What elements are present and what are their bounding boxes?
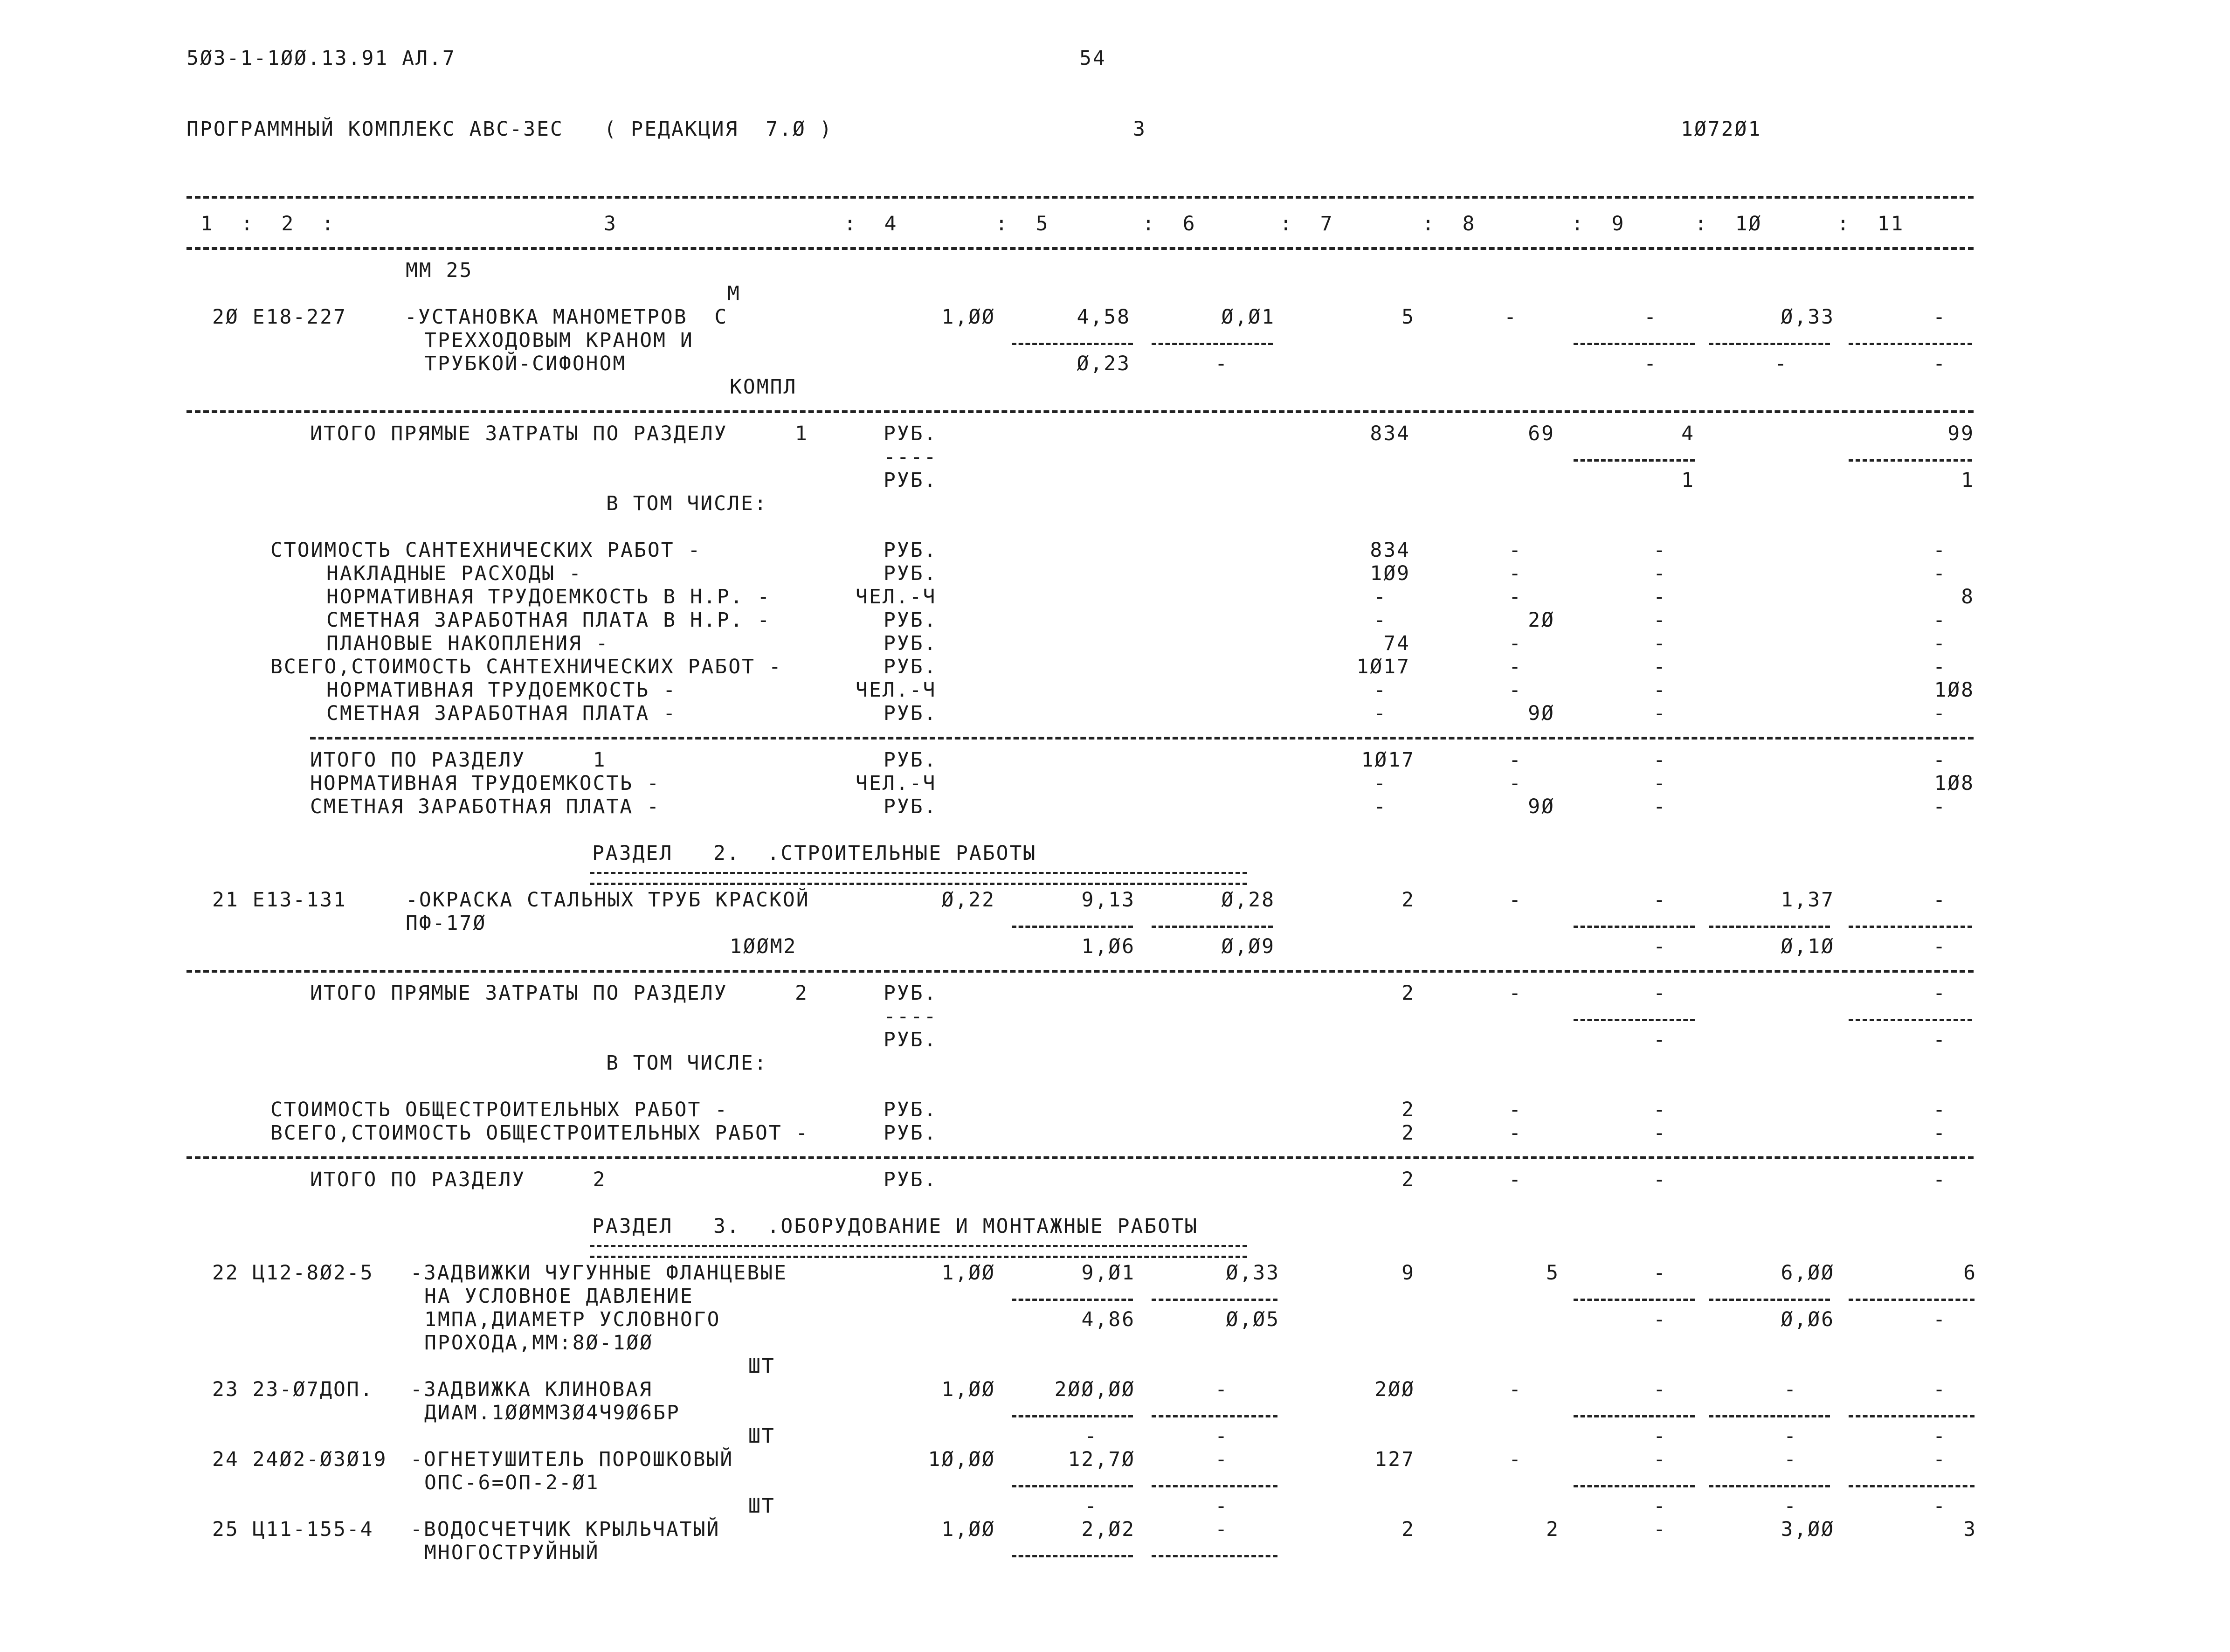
table-cell-text: РАЗДЕЛ 2. .СТРОИТЕЛЬНЫЕ РАБОТЫ [592,842,1037,865]
table-cell-value: - [1653,1308,1667,1331]
value-underline [1709,1415,1830,1417]
document-code: 5Ø3-1-1ØØ.13.91 АЛ.7 [186,47,456,70]
table-cell-value: - [1374,702,1387,725]
table-cell-text: 1МПА,ДИАМЕТР УСЛОВНОГО [424,1308,721,1331]
table-cell-value: 1,ØØ [941,1378,995,1401]
col-header-5: : 5 [995,212,1049,235]
value-underline [1574,343,1695,345]
table-cell-value: 1Ø17 [1361,748,1415,772]
table-cell-value: - [1653,795,1667,818]
table-cell-value: - [1933,982,1947,1005]
table-cell-value: Ø,33 [1781,305,1835,329]
value-underline [1709,1485,1830,1487]
col-header-1-2: 1 : 2 : [200,212,335,235]
value-underline [1849,1485,1975,1487]
table-cell-text: МНОГОСТРУЙНЫЙ [424,1541,600,1564]
table-cell-value: - [1933,608,1947,632]
col-header-3: 3 [604,212,617,235]
table-cell-text: ОПС-6=ОП-2-Ø1 [424,1471,600,1494]
table-cell-value: - [1653,608,1667,632]
col-header-7: : 7 [1280,212,1334,235]
table-cell-text: ЧЕЛ.-Ч [856,772,937,795]
table-cell-value: 2 [1402,1168,1415,1191]
table-cell-value: - [1933,1378,1947,1401]
table-cell-value: - [1653,1424,1667,1448]
table-cell-text: РУБ. [884,982,938,1005]
table-cell-value: - [1653,935,1667,958]
table-cell-text: РУБ. [884,562,938,585]
table-cell-text: РУБ. [884,539,938,562]
col-header-9: : 9 [1571,212,1625,235]
table-cell-value: 3,ØØ [1781,1518,1835,1541]
table-cell-value: - [1653,1378,1667,1401]
table-cell-value: 6,ØØ [1781,1261,1835,1285]
table-cell-value: 2 [1402,1121,1415,1145]
table-cell-text: СМЕТНАЯ ЗАРАБОТНАЯ ПЛАТА - [310,795,661,818]
value-underline [1012,1485,1133,1487]
section-rule [186,970,1974,973]
table-cell-text: 22 Ц12-8Ø2-5 [212,1261,374,1285]
table-cell-value: 1Ø,ØØ [928,1448,995,1471]
table-cell-value: - [1374,585,1387,608]
table-cell-value: 74 [1383,632,1410,655]
table-cell-value: - [1774,352,1788,375]
table-cell-value: - [1933,1424,1947,1448]
table-cell-text: ИТОГО ПРЯМЫЕ ЗАТРАТЫ ПО РАЗДЕЛУ 1 [310,422,808,445]
table-cell-value: - [1933,1028,1947,1051]
table-cell-text: ПЛАНОВЫЕ НАКОПЛЕНИЯ - [326,632,609,655]
value-underline [1152,1415,1277,1417]
value-underline [1709,343,1830,345]
table-cell-value: 8 [1961,585,1975,608]
value-underline [1574,1299,1695,1301]
table-cell-text: РУБ. [884,1168,938,1191]
table-cell-text: ИТОГО ПРЯМЫЕ ЗАТРАТЫ ПО РАЗДЕЛУ 2 [310,982,808,1005]
table-cell-value: 9,Ø1 [1081,1261,1135,1285]
page-number: 54 [1079,47,1106,70]
table-cell-value: - [1653,655,1667,678]
table-cell-value: - [1653,982,1667,1005]
value-underline [1849,459,1972,462]
col-header-10: : 1Ø [1695,212,1762,235]
table-cell-value: - [1215,352,1229,375]
table-cell-value: - [1933,1121,1947,1145]
table-cell-value: - [1933,305,1947,329]
table-cell-value: - [1374,772,1387,795]
value-underline [1849,926,1972,928]
value-underline [1709,1299,1830,1301]
table-cell-value: Ø,22 [941,888,995,912]
table-cell-text: 2Ø Е18-227 [212,305,347,329]
section-rule [186,410,1974,413]
table-cell-text: НА УСЛОВНОЕ ДАВЛЕНИЕ [424,1285,694,1308]
table-cell-text: НОРМАТИВНАЯ ТРУДОЕМКОСТЬ - [310,772,661,795]
table-cell-value: 834 [1370,422,1410,445]
table-cell-value: 1 [1681,469,1695,492]
table-cell-value: - [1933,935,1947,958]
table-cell-value: - [1509,632,1522,655]
table-cell-value: 6 [1963,1261,1977,1285]
table-cell-value: Ø,33 [1226,1261,1280,1285]
table-cell-value: 2 [1402,888,1415,912]
table-cell-value: - [1653,632,1667,655]
table-cell-value: - [1374,678,1387,702]
table-cell-text: СМЕТНАЯ ЗАРАБОТНАЯ ПЛАТА В Н.Р. - [326,608,771,632]
table-cell-text: -ОГНЕТУШИТЕЛЬ ПОРОШКОВЫЙ [410,1448,734,1471]
table-cell-value: - [1374,795,1387,818]
table-cell-text: -ВОДОСЧЕТЧИК КРЫЛЬЧАТЫЙ [410,1518,720,1541]
table-cell-value: - [1653,748,1667,772]
table-cell-value: - [1653,1121,1667,1145]
value-underline [1012,1555,1133,1557]
table-cell-text: СМЕТНАЯ ЗАРАБОТНАЯ ПЛАТА - [326,702,677,725]
table-cell-value: - [1784,1494,1797,1518]
table-cell-value: Ø,Ø5 [1226,1308,1280,1331]
table-cell-value: 9Ø [1528,702,1555,725]
header-bottom-rule [186,247,1974,250]
table-cell-value: 2 [1402,982,1415,1005]
table-cell-text: РУБ. [884,655,938,678]
table-cell-value: 1Ø17 [1356,655,1410,678]
table-cell-value: - [1509,1098,1522,1121]
table-cell-value: - [1933,562,1947,585]
table-cell-value: 5 [1402,305,1415,329]
value-underline [1574,926,1695,928]
col-header-6: : 6 [1142,212,1196,235]
program-title: ПРОГРАММНЫЙ КОМПЛЕКС АВС-3ЕС ( РЕДАКЦИЯ 7.Ø ) [186,118,833,141]
table-cell-value: 4,58 [1077,305,1131,329]
table-cell-value: Ø,Ø9 [1221,935,1275,958]
table-cell-value: - [1933,748,1947,772]
table-cell-value: 1,37 [1781,888,1835,912]
table-cell-value: Ø,1Ø [1781,935,1835,958]
table-cell-value: - [1509,982,1522,1005]
table-cell-text: -ОКРАСКА СТАЛЬНЫХ ТРУБ КРАСКОЙ [406,888,810,912]
value-underline [1152,1299,1277,1301]
table-cell-value: - [1933,702,1947,725]
table-cell-text: РУБ. [884,422,938,445]
table-cell-value: - [1653,1261,1667,1285]
table-cell-value: 127 [1374,1448,1415,1471]
table-cell-text: ТРУБКОЙ-СИФОНОМ [424,352,627,375]
table-cell-value: - [1509,562,1522,585]
table-cell-text: НОРМАТИВНАЯ ТРУДОЕМКОСТЬ - [326,678,677,702]
table-cell-value: - [1933,1168,1947,1191]
table-cell-text: ВСЕГО,СТОИМОСТЬ ОБЩЕСТРОИТЕЛЬНЫХ РАБОТ - [270,1121,809,1145]
table-cell-value: - [1084,1494,1098,1518]
table-cell-value: - [1933,1494,1947,1518]
table-cell-value: - [1509,1378,1522,1401]
value-underline [1574,1415,1695,1417]
value-underline [1574,1485,1695,1487]
section-rule [310,737,1974,740]
table-cell-text: В ТОМ ЧИСЛЕ: [606,492,768,515]
table-cell-text: М [727,282,741,305]
table-cell-value: - [1215,1424,1229,1448]
table-cell-text: РУБ. [884,1028,938,1051]
table-cell-text: РУБ. [884,1121,938,1145]
table-cell-value: 2ØØ,ØØ [1054,1378,1135,1401]
table-cell-value: 3 [1963,1518,1977,1541]
table-cell-value: - [1653,1098,1667,1121]
value-underline [1574,459,1695,462]
table-cell-text: СТОИМОСТЬ ОБЩЕСТРОИТЕЛЬНЫХ РАБОТ - [270,1098,729,1121]
table-cell-value: Ø,23 [1077,352,1131,375]
value-underline [1849,1019,1972,1021]
table-cell-value: - [1784,1378,1797,1401]
table-cell-text: РУБ. [884,1098,938,1121]
table-cell-text: -ЗАДВИЖКА КЛИНОВАЯ [410,1378,653,1401]
table-cell-text: ПРОХОДА,ММ:8Ø-1ØØ [424,1331,654,1355]
table-cell-value: 69 [1528,422,1555,445]
value-underline [1152,343,1273,345]
table-cell-value: 1,Ø6 [1081,935,1135,958]
header-top-rule [186,196,1974,199]
section-2-underline [590,872,1247,885]
table-cell-value: - [1933,1308,1947,1331]
table-cell-value: - [1653,1518,1667,1541]
table-cell-value: - [1509,1121,1522,1145]
value-underline [1574,1019,1695,1021]
table-cell-text: РУБ. [884,702,938,725]
table-cell-text: ШТ [748,1494,775,1518]
col-header-11: : 11 [1837,212,1905,235]
table-cell-text: 21 Е13-131 [212,888,347,912]
section-3-underline [590,1245,1247,1258]
col-header-4: : 4 [844,212,898,235]
table-cell-value: 5 [1546,1261,1560,1285]
table-cell-text: ММ 25 [406,259,473,282]
table-cell-value: - [1374,608,1387,632]
table-cell-value: - [1653,539,1667,562]
table-cell-value: - [1215,1448,1229,1471]
table-cell-value: - [1653,1028,1667,1051]
table-cell-value: - [1509,678,1522,702]
form-code: 1Ø72Ø1 [1681,118,1762,141]
table-cell-value: - [1653,702,1667,725]
table-cell-text: РАЗДЕЛ 3. .ОБОРУДОВАНИЕ И МОНТАЖНЫЕ РАБОТЫ [592,1215,1198,1238]
table-cell-value: - [1653,562,1667,585]
table-cell-value: - [1784,1424,1797,1448]
table-cell-value: - [1215,1518,1229,1541]
table-cell-value: 2Ø [1528,608,1555,632]
table-cell-text: ЧЕЛ.-Ч [856,585,937,608]
table-cell-text: РУБ. [884,469,938,492]
table-cell-value: - [1509,655,1522,678]
value-underline [1152,1555,1277,1557]
table-cell-value: - [1509,888,1522,912]
sheet-number: 3 [1133,118,1146,141]
table-cell-value: 9 [1402,1261,1415,1285]
table-cell-text: 24 24Ø2-Ø3Ø19 [212,1448,387,1471]
value-underline [1012,926,1133,928]
table-cell-text: ШТ [748,1355,775,1378]
table-cell-value: 1Ø8 [1934,772,1975,795]
table-cell-text: 25 Ц11-155-4 [212,1518,374,1541]
table-cell-text: 23 23-Ø7ДОП. [212,1378,374,1401]
table-cell-value: - [1933,1448,1947,1471]
table-cell-value: - [1509,539,1522,562]
table-cell-value: - [1509,748,1522,772]
table-cell-value: 2 [1402,1098,1415,1121]
value-underline [1012,1299,1133,1301]
table-cell-value: 1Ø9 [1370,562,1410,585]
value-underline [1709,926,1830,928]
table-cell-text: ИТОГО ПО РАЗДЕЛУ 1 [310,748,607,772]
table-cell-text: В ТОМ ЧИСЛЕ: [606,1051,768,1075]
table-cell-value: 2,Ø2 [1081,1518,1135,1541]
value-underline [1849,1415,1975,1417]
table-cell-text: РУБ. [884,748,938,772]
table-cell-text: КОМПЛ [730,375,797,399]
table-cell-text: ЧЕЛ.-Ч [856,678,937,702]
table-cell-text: ПФ-17Ø [406,912,487,935]
table-cell-text: -УСТАНОВКА МАНОМЕТРОВ С [405,305,728,329]
table-cell-value: - [1215,1378,1229,1401]
table-cell-text: СТОИМОСТЬ САНТЕХНИЧЕСКИХ РАБОТ - [270,539,702,562]
table-cell-value: Ø,28 [1221,888,1275,912]
table-cell-text: ВСЕГО,СТОИМОСТЬ САНТЕХНИЧЕСКИХ РАБОТ - [270,655,782,678]
table-cell-value: - [1644,305,1657,329]
table-cell-text: -ЗАДВИЖКИ ЧУГУННЫЕ ФЛАНЦЕВЫЕ [410,1261,787,1285]
table-cell-value: 4,86 [1081,1308,1135,1331]
table-cell-value: - [1509,772,1522,795]
table-cell-value: - [1653,772,1667,795]
table-cell-value: 1,ØØ [941,1518,995,1541]
table-cell-value: 99 [1947,422,1975,445]
table-cell-value: - [1933,655,1947,678]
table-cell-value: - [1215,1494,1229,1518]
table-cell-value: - [1504,305,1518,329]
table-cell-value: - [1933,352,1947,375]
table-cell-value: 9,13 [1081,888,1135,912]
table-cell-value: - [1653,678,1667,702]
value-underline [1849,1299,1975,1301]
table-cell-value: - [1509,585,1522,608]
table-cell-value: - [1644,352,1657,375]
table-cell-value: - [1653,585,1667,608]
table-cell-value: 1Ø8 [1934,678,1975,702]
table-cell-value: - [1653,888,1667,912]
table-cell-value: - [1509,1448,1522,1471]
value-underline [1012,343,1133,345]
table-cell-value: - [1933,632,1947,655]
table-cell-value: - [1084,1424,1098,1448]
table-cell-value: Ø,Ø1 [1221,305,1275,329]
table-cell-value: - [1933,795,1947,818]
table-cell-text: ---- [884,1005,938,1028]
table-cell-text: РУБ. [884,632,938,655]
table-cell-value: 1,ØØ [941,1261,995,1285]
table-cell-value: 4 [1681,422,1695,445]
table-cell-value: - [1933,888,1947,912]
value-underline [1012,1415,1133,1417]
table-cell-value: - [1653,1448,1667,1471]
table-cell-text: 1ØØМ2 [730,935,797,958]
value-underline [1152,1485,1277,1487]
table-cell-text: ИТОГО ПО РАЗДЕЛУ 2 [310,1168,607,1191]
table-cell-text: РУБ. [884,608,938,632]
table-cell-text: РУБ. [884,795,938,818]
table-cell-value: - [1653,1494,1667,1518]
table-cell-value: 834 [1370,539,1410,562]
table-cell-value: 12,7Ø [1068,1448,1135,1471]
table-cell-value: Ø,Ø6 [1781,1308,1835,1331]
table-cell-value: - [1933,539,1947,562]
table-cell-value: - [1653,1168,1667,1191]
col-header-8: : 8 [1422,212,1476,235]
table-cell-value: - [1933,1098,1947,1121]
value-underline [1152,926,1273,928]
table-cell-value: 2 [1546,1518,1560,1541]
table-cell-value: 2ØØ [1374,1378,1415,1401]
table-cell-value: 1 [1961,469,1975,492]
table-cell-text: ТРЕХХОДОВЫМ КРАНОМ И [424,329,694,352]
table-cell-text: НАКЛАДНЫЕ РАСХОДЫ - [326,562,582,585]
table-cell-text: ---- [884,445,938,469]
table-cell-text: ШТ [748,1424,775,1448]
table-cell-value: 2 [1402,1518,1415,1541]
table-cell-value: 1,ØØ [941,305,995,329]
value-underline [1849,343,1972,345]
section-rule [186,1156,1974,1159]
table-cell-text: НОРМАТИВНАЯ ТРУДОЕМКОСТЬ В Н.Р. - [326,585,771,608]
table-cell-text: ДИАМ.1ØØММ3Ø4Ч9Ø6БР [424,1401,680,1424]
table-cell-value: 9Ø [1528,795,1555,818]
table-cell-value: - [1509,1168,1522,1191]
table-cell-value: - [1784,1448,1797,1471]
